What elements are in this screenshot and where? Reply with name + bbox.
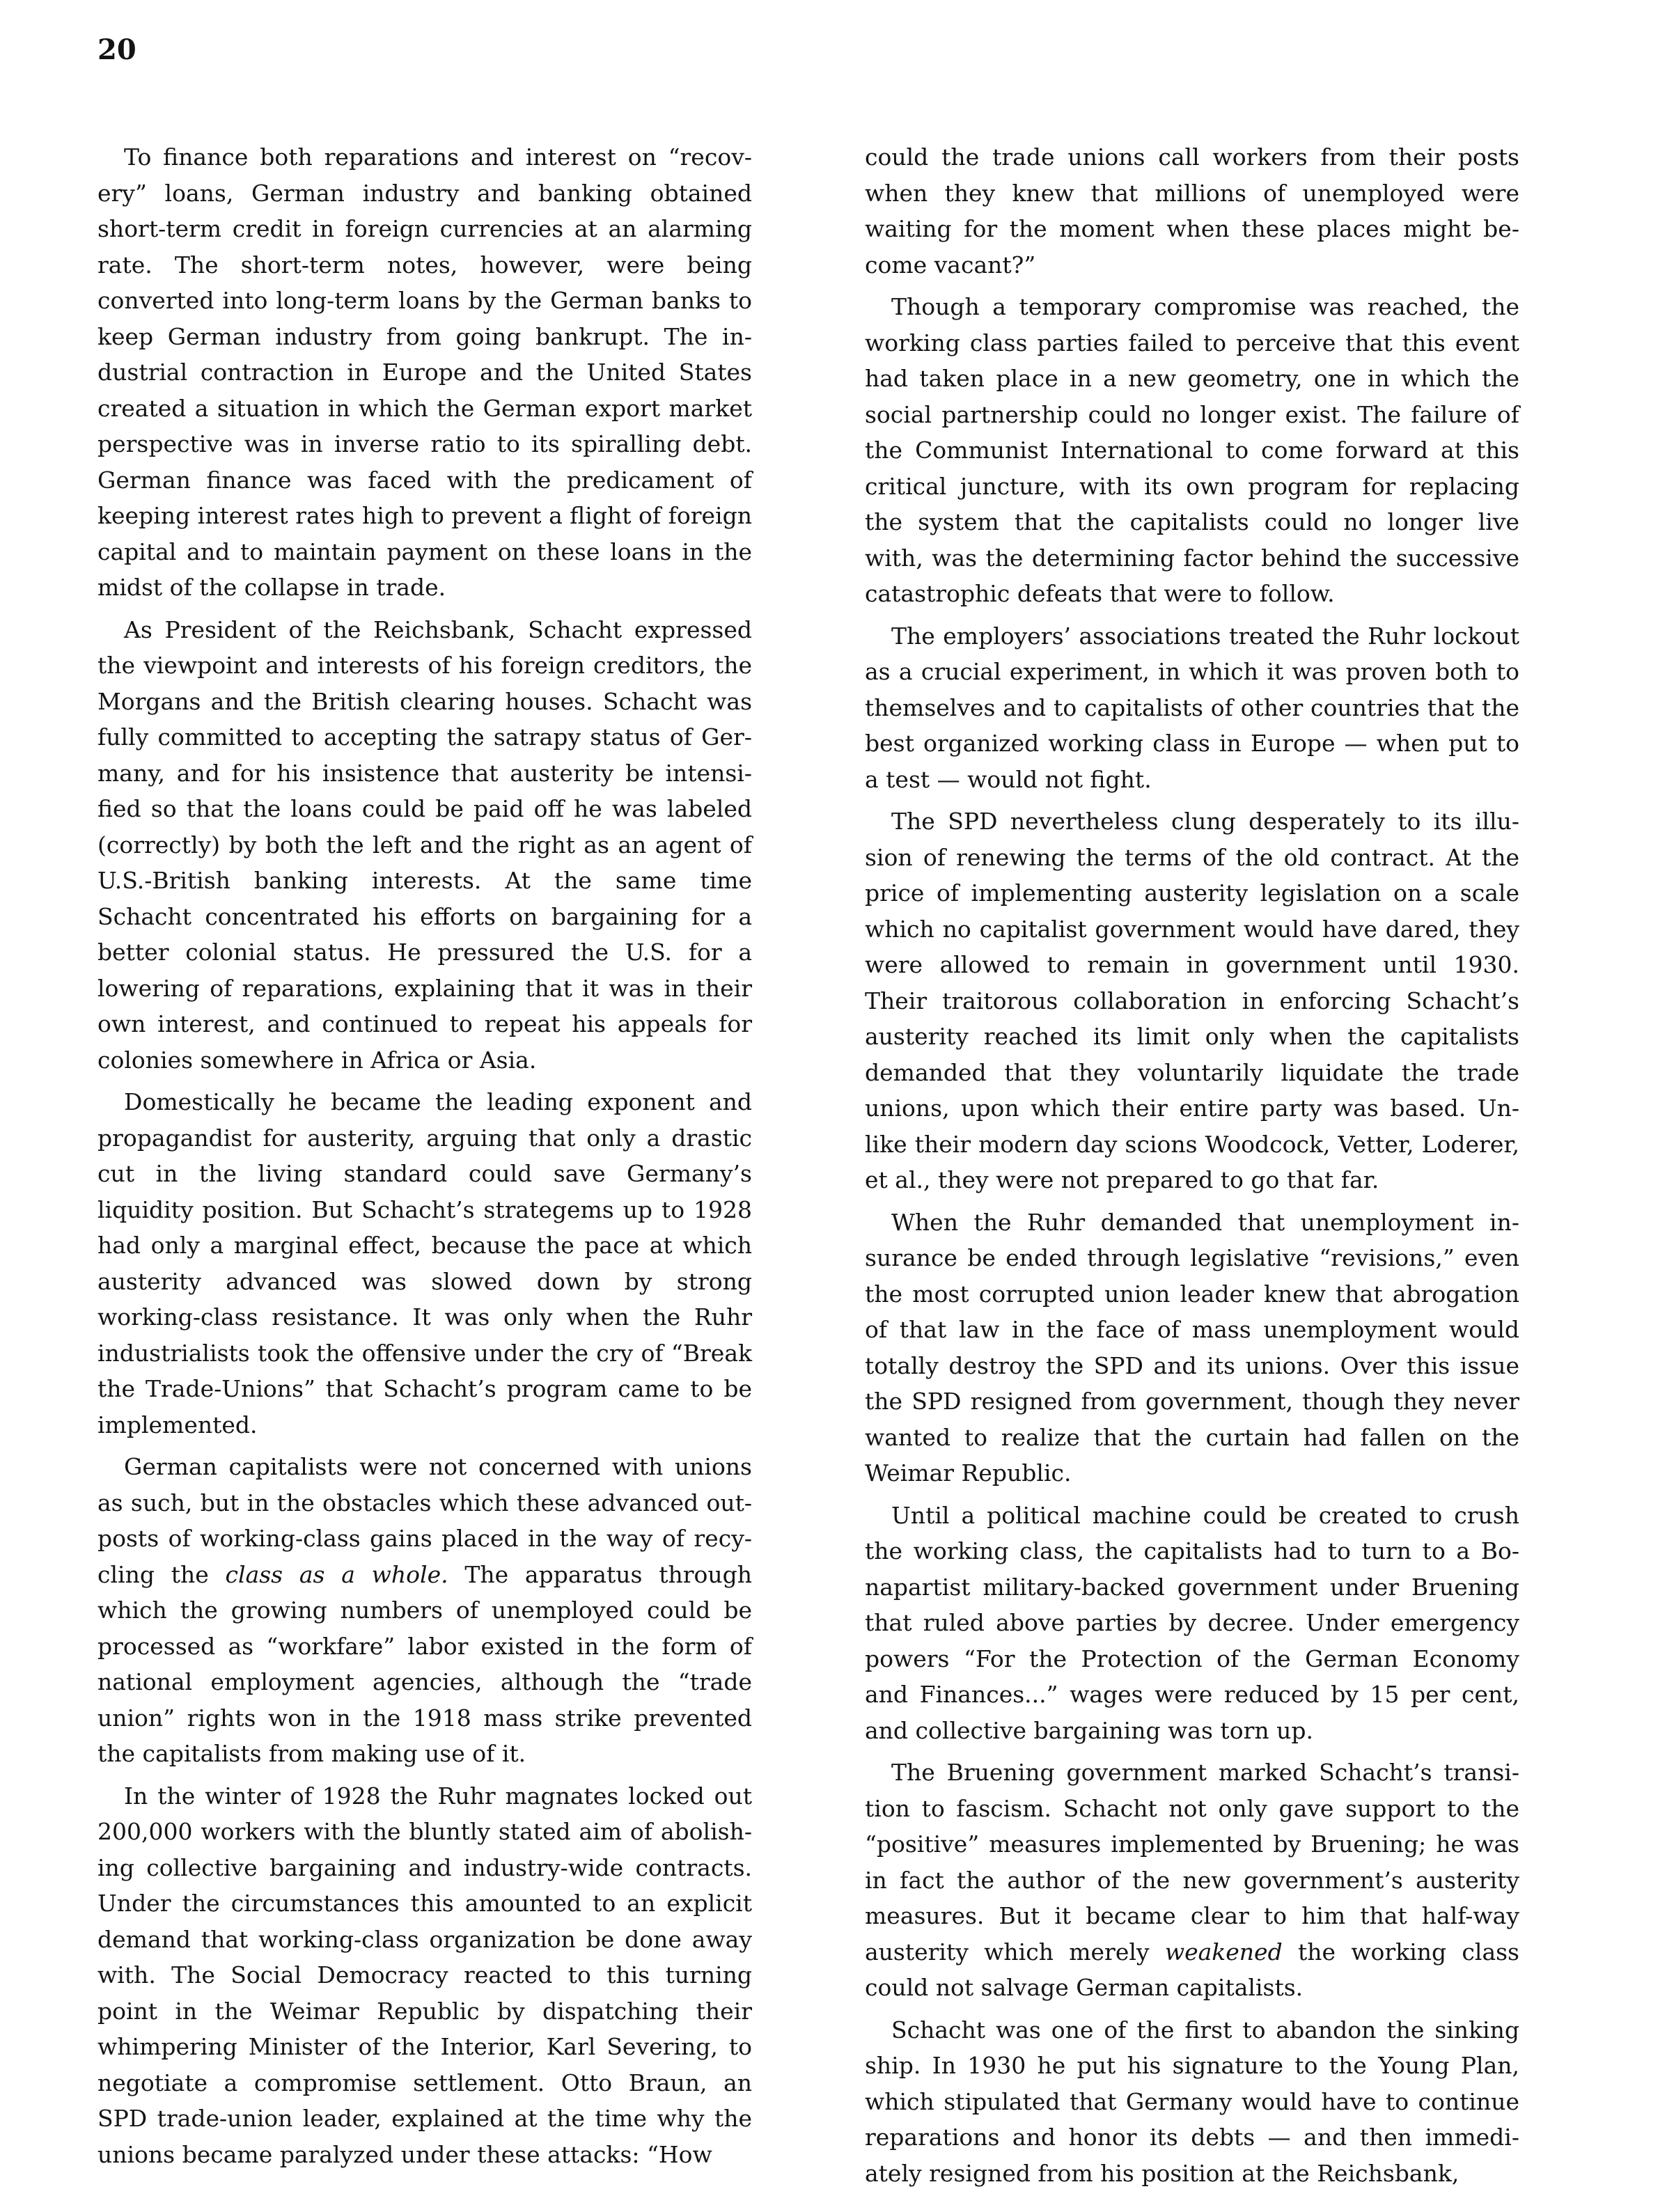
left-paragraph-5: In the winter of 1928 the Ruhr magnates locked out 200,000 workers with the bluntly stated aim of abolishing collective bargaining and industry-wide contracts. Under the circumstances this amounted to an explicit demand that working-class organization be done away with. The Social Democracy reacted to this turning point in the Weimar Republic by dispatching their whimpering Minister of the Interior, Karl Severing, to negotiate a compromise settlement. Otto Braun, an SPD trade-union leader, explained at the time why the unions became paralyzed under these attacks: “How <box>97 1782 752 2168</box>
right-paragraph-7-text-a: The Bruening government marked Schacht’s transition to fascism. Schacht not only gave support to the “positive” measures implemented by Bruening; he was in fact the author of the new government’s austerity measures. But it became clear to him that half-way austerity which merely <box>865 1759 1519 1966</box>
right-paragraph-1: could the trade unions call workers from their posts when they knew that millions of unemployed were waiting for the moment when these places might become vacant?” <box>865 143 1519 279</box>
left-paragraph-4-emphasis: class as a whole. <box>225 1560 448 1588</box>
right-paragraph-6: Until a political machine could be created to crush the working class, the capitalists had to turn to a Bonapartist military-backed government under Bruening that ruled above parties by decree. Under emergency powers “For the Protection of the German Economy and Finances...” wages were reduced by 15 per cent, and collective bargaining was torn up. <box>865 1501 1519 1744</box>
right-paragraph-2: Though a temporary compromise was reached, the working class parties failed to perceive that this event had taken place in a new geometry, one in which the social partnership could no longer exist. The failure of the Communist International to come forward at this critical juncture, with its own program for replacing the system that the capitalists could no longer live with, was the determining factor behind the successive catastrophic defeats that were to follow. <box>865 293 1519 607</box>
right-paragraph-3: The employers’ associations treated the Ruhr lockout as a crucial experiment, in which it was proven both to themselves and to capitalists of other countries that the best organized working class in Europe — when put to a test — would not fight. <box>865 622 1519 793</box>
right-paragraph-5: When the Ruhr demanded that unemployment insurance be ended through legislative “revisions,” even the most corrupted union leader knew that abrogation of that law in the face of mass unemployment would totally destroy the SPD and its unions. Over this issue the SPD resigned from government, though they never wanted to realize that the curtain had fallen on the Weimar Republic. <box>865 1208 1519 1487</box>
left-paragraph-3: Domestically he became the leading exponent and propagandist for austerity, arguing that only a drastic cut in the living standard could save Germany’s liquidity position. But Schacht’s strategems up to 1928 had only a marginal effect, because the pace at which austerity advanced was slowed down by strong working-class resistance. It was only when the Ruhr industrialists took the offensive under the cry of “Break the Trade-Unions” that Schacht’s program came to be implemented. <box>97 1088 752 1438</box>
left-paragraph-4 <box>97 1449 752 1772</box>
right-paragraph-8: Schacht was one of the first to abandon the sinking ship. In 1930 he put his signature to the Young Plan, which stipulated that Germany would have to continue reparations and honor its debts — and then immediately resigned from his position at the Reichsbank, <box>865 2016 1519 2187</box>
left-paragraph-4-text-a: German capitalists were not concerned with unions as such, but in the obstacles which these advanced outposts of working-class gains placed in the way of recycling the <box>97 1453 752 1588</box>
page-number: 20 <box>97 33 136 66</box>
right-column <box>865 139 1519 2191</box>
right-paragraph-7-emphasis: weakened <box>1164 1938 1283 1966</box>
left-column <box>97 139 752 2172</box>
left-paragraph-1: To finance both reparations and interest on “recovery” loans, German industry and banking obtained short-term credit in foreign currencies at an alarming rate. The short-term notes, however, were being converted into long-term loans by the German banks to keep German industry from going bankrupt. The industrial contraction in Europe and the United States created a situation in which the German export market perspective was in inverse ratio to its spiralling debt. German finance was faced with the predicament of keeping interest rates high to prevent a flight of foreign capital and to maintain payment on these loans in the midst of the collapse in trade. <box>97 143 752 601</box>
right-paragraph-7-text-b: the working class could not salvage German capitalists. <box>865 1938 1519 2001</box>
left-paragraph-2: As President of the Reichsbank, Schacht expressed the viewpoint and interests of his foreign creditors, the Morgans and the British clearing houses. Schacht was fully committed to accepting the satrapy status of Germany, and for his insistence that austerity be intensified so that the loans could be paid off he was labeled (correctly) by both the left and the right as an agent of U.S.-British banking interests. At the same time Schacht concentrated his efforts on bargaining for a better colonial status. He pressured the U.S. for a lowering of reparations, explaining that it was in their own interest, and continued to repeat his appeals for colonies somewhere in Africa or Asia. <box>97 615 752 1074</box>
right-paragraph-4: The SPD nevertheless clung desperately to its illusion of renewing the terms of the old contract. At the price of implementing austerity legislation on a scale which no capitalist government would have dared, they were allowed to remain in government until 1930. Their traitorous collaboration in enforcing Schacht’s austerity reached its limit only when the capitalists demanded that they voluntarily liquidate the trade unions, upon which their entire party was based. Unlike their modern day scions Woodcock, Vetter, Loderer, et al., they were not prepared to go that far. <box>865 808 1519 1193</box>
right-paragraph-7 <box>865 1755 1519 2006</box>
left-paragraph-4-text-b: The apparatus through which the growing numbers of unemployed could be processed as “workfare” labor existed in the form of national employment agencies, although the “trade union” rights won in the 1918 mass strike prevented the capitalists from making use of it. <box>97 1560 752 1767</box>
